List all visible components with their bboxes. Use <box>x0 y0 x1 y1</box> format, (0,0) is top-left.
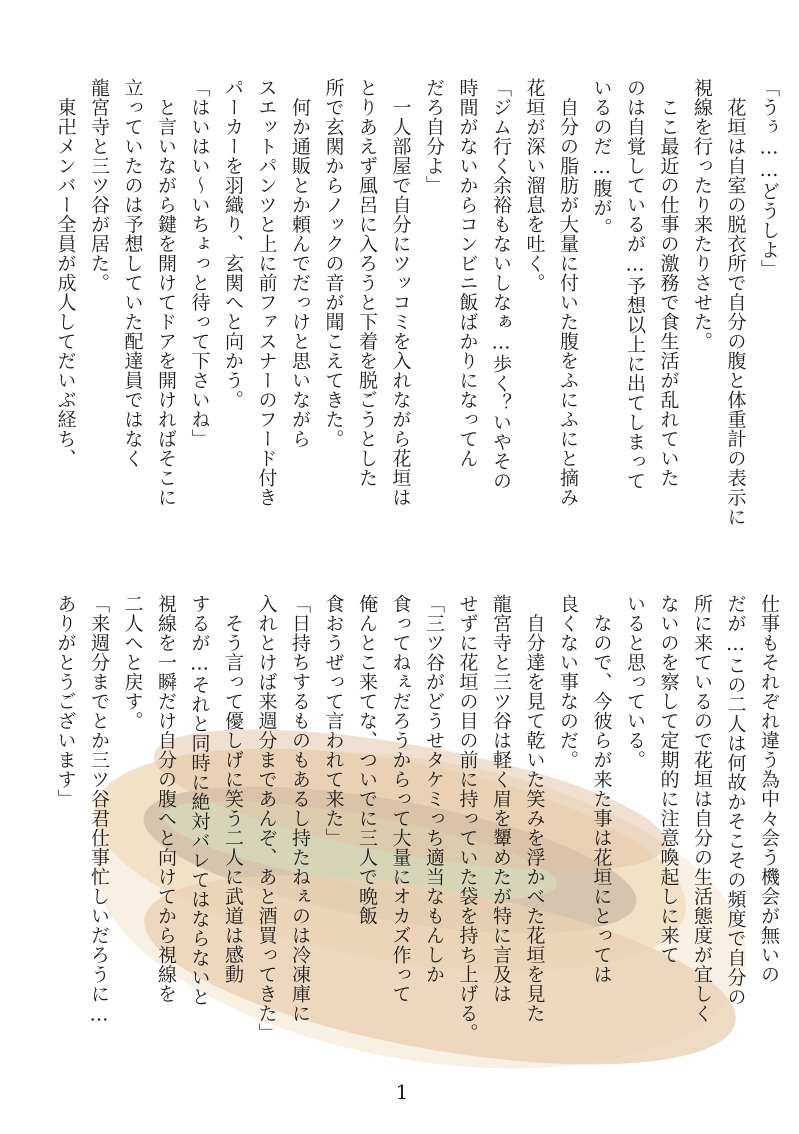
text-line: 立っていたのは予想していた配達員ではなく <box>121 78 144 468</box>
text-line: せずに花垣の目の前に持っていた袋を持ち上げる。 <box>456 594 479 1043</box>
text-line: 東卍メンバー全員が成人してだいぶ経ち、 <box>54 78 77 468</box>
text-line: なので、今彼らが来た事は花垣にとっては <box>590 594 613 984</box>
text-line: 龍宮寺と三ツ谷は軽く眉を顰めたが特に言及は <box>490 594 512 1004</box>
text-line: 「ジム行く余裕もないしなぁ…歩く？いやその <box>490 78 512 491</box>
text-line: だろ自分よ」 <box>423 78 445 195</box>
text-line: 一人部屋で自分にツッコミを入れながら花垣は <box>389 78 412 507</box>
text-line: 良くない事なのだ。 <box>557 594 579 770</box>
text-line: ここ最近の仕事の激務で食生活が乱れていた <box>657 78 680 488</box>
text-column-bottom <box>48 594 785 1044</box>
text-line: 視線を行ったり来たりさせた。 <box>691 78 713 351</box>
text-column-top <box>48 78 785 527</box>
text-line: 「はいはい〜いちょっと待って下さいね」 <box>188 78 211 449</box>
text-line: 花垣が深い溜息を吐く。 <box>523 78 546 293</box>
text-line: そう言って優しげに笑う二人に武道は感動 <box>222 594 244 984</box>
text-line: のは自覚しているが…予想以上に出てしまって <box>624 78 646 491</box>
text-line: スエットパンツと上に前ファスナーのフード付き <box>255 78 278 507</box>
text-line: 仕事もそれぞれ違う為中々会う機会が無いの <box>758 594 780 984</box>
text-line: とりあえず風呂に入ろうと下着を脱ごうとした <box>356 78 378 488</box>
text-line: 所に来ているので花垣は自分の生活態度が宜しく <box>691 594 713 1023</box>
text-line: 自分の脂肪が大量に付いた腹をふにふにと摘み <box>557 78 579 507</box>
text-line: ないのを察して定期的に注意喚起しに来て <box>657 594 680 965</box>
text-line: 龍宮寺と三ツ谷が居た。 <box>88 78 110 293</box>
text-line: 何か通販とか頼んでだっけと思いながら <box>289 78 311 449</box>
text-line: 食おうぜって言われて来た」 <box>322 594 345 848</box>
text-line: 「日持ちするものもあるし持たねぇのは冷凍庫に <box>289 594 311 1023</box>
text-line: 時間がないからコンビニ飯ばかりになってん <box>456 78 479 468</box>
text-line: 「うぅ……どうしよ」 <box>758 78 780 279</box>
text-line: 入れとけば来週分まであんぞ、あと酒買ってきた」 <box>255 594 278 1043</box>
text-line: 視線を一瞬だけ自分の腹へと向けてから視線を <box>155 594 177 1004</box>
text-line: 俺んとこ来てな、ついでに三人で晩飯 <box>356 594 378 926</box>
text-line: と言いながら鍵を開けてドアを開ければそこに <box>155 78 177 507</box>
text-line: ありがとうございます」 <box>54 594 77 809</box>
text-line: 所で玄関からノックの音が聞こえてきた。 <box>322 78 345 449</box>
text-line: 自分達を見て乾いた笑みを浮かべた花垣を見た <box>523 594 546 1023</box>
text-line: 「来週分までとか三ツ谷君仕事忙しいだろうに… <box>88 594 110 1026</box>
text-line: パーカーを羽織り、玄関へと向かう。 <box>222 78 244 410</box>
text-line: するが…それと同時に絶対バレてはならないと <box>188 594 211 1007</box>
text-line: いると思っている。 <box>624 594 646 770</box>
text-line: 食ってねぇだろうからって大量にオカズ作って <box>389 594 412 1004</box>
text-line: 二人へと戻す。 <box>121 594 144 731</box>
text-line: だが…この二人は何故かそこその頻度で自分の <box>724 594 747 1007</box>
text-line: 花垣は自室の脱衣所で自分の腹と体重計の表示に <box>724 78 747 527</box>
page-number: 1 <box>395 1080 409 1104</box>
text-line: いるのだ…腹が。 <box>590 78 613 237</box>
text-line: 「三ツ谷がどうせタケミっち適当なもんしか <box>423 594 445 984</box>
